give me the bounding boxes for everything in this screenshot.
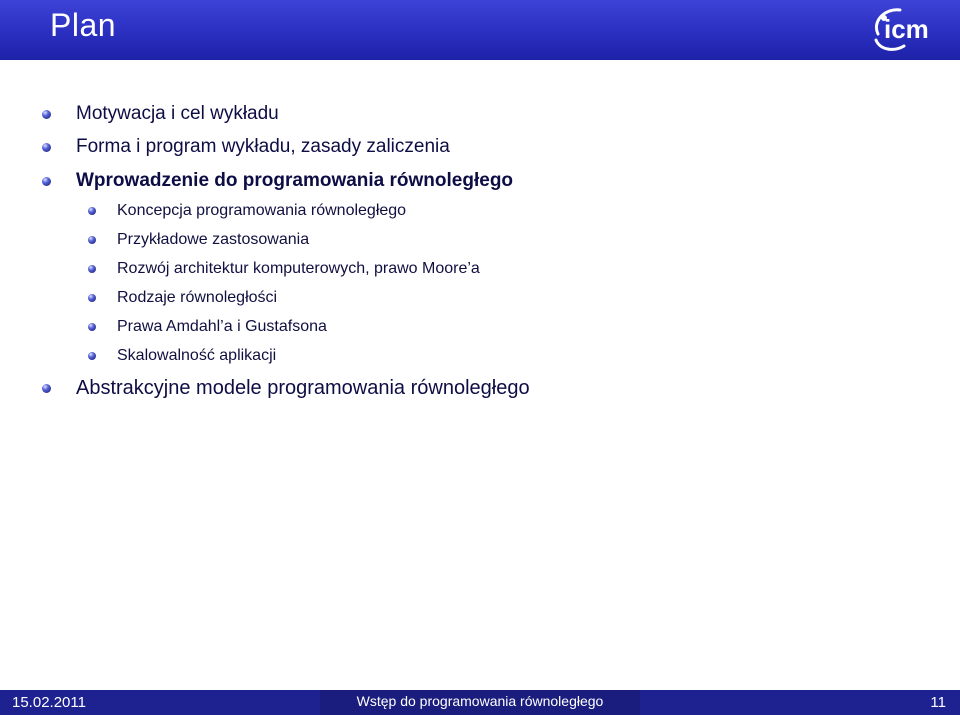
bullet-icon (42, 177, 51, 186)
footer-course-title: Wstęp do programowania równoległego (320, 690, 640, 715)
outline-subitem (88, 202, 406, 220)
outline-subitem-text: Rodzaje równoległości (117, 289, 278, 306)
outline-item-text: Forma i program wykładu, zasady zaliczenia (76, 136, 450, 157)
outline-item (42, 136, 450, 158)
outline-subitem (88, 260, 480, 278)
outline-item (42, 103, 279, 125)
bullet-icon (42, 143, 51, 152)
outline-subitem-text: Rozwój architektur komputerowych, prawo Moore’a (117, 260, 480, 277)
outline-subitem-text: Prawa Amdahl’a i Gustafsona (117, 318, 327, 335)
outline-subitem-text: Przykładowe zastosowania (117, 231, 310, 248)
outline-item-current (42, 170, 513, 192)
footer-page-number: 11 (640, 690, 960, 715)
bullet-icon (42, 384, 51, 393)
outline-subitem (88, 231, 309, 249)
outline-item-text: Abstrakcyjne modele programowania równoległego (76, 377, 530, 399)
bullet-icon (88, 265, 96, 273)
logo-text: icm (884, 14, 929, 44)
footer-date: 15.02.2011 (0, 690, 320, 715)
outline-item-text: Motywacja i cel wykładu (76, 103, 279, 124)
outline-subitem (88, 318, 327, 336)
outline-subitem (88, 289, 277, 307)
slide-footer (0, 690, 960, 715)
outline-subitem-text: Koncepcja programowania równoległego (117, 202, 407, 219)
slide-title: Plan (50, 7, 117, 43)
outline-item (42, 377, 530, 400)
outline-subitem (88, 347, 276, 365)
bullet-icon (88, 236, 96, 244)
bullet-icon (88, 207, 96, 215)
outline-item-text: Wprowadzenie do programowania równoległego (76, 170, 514, 191)
bullet-icon (88, 352, 96, 360)
bullet-icon (88, 294, 96, 302)
outline-subitem-text: Skalowalność aplikacji (117, 347, 277, 364)
bullet-icon (88, 323, 96, 331)
bullet-icon (42, 110, 51, 119)
